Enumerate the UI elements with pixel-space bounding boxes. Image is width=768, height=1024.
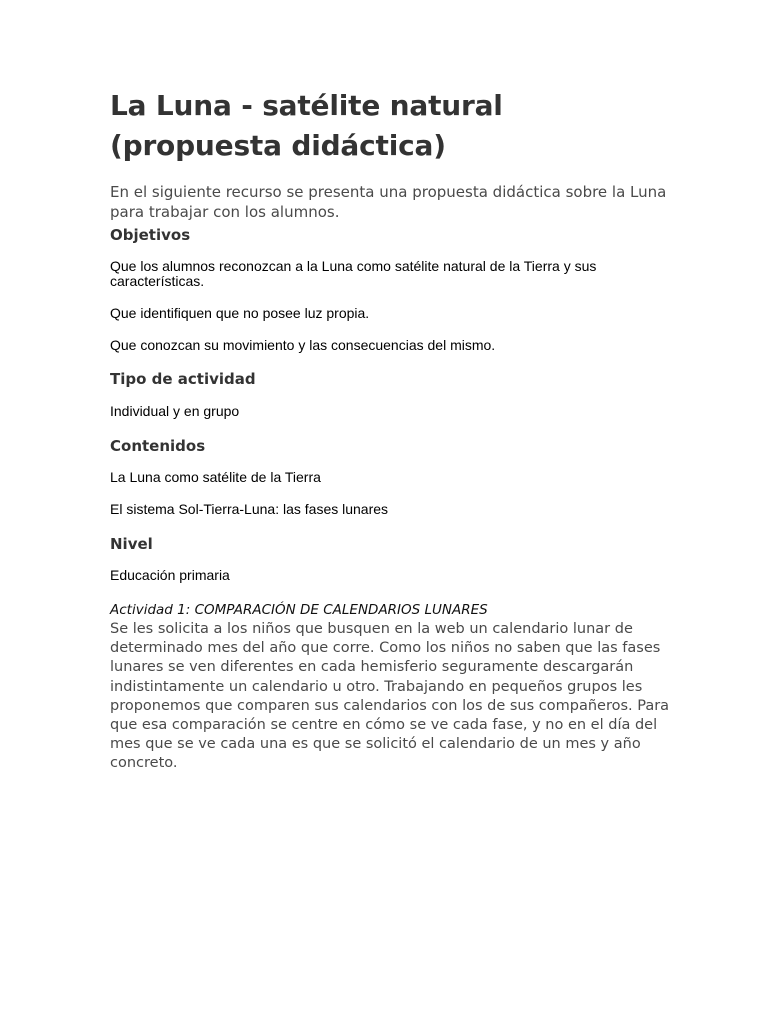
objetivo-item: Que conozcan su movimiento y las consecuencias del mismo. bbox=[110, 337, 496, 353]
actividad-1-body: Se les solicita a los niños que busquen en la web un calendario lunar de determinado mes del año que corre. Como los niños no saben que las fases lunares se ven diferentes en cada hemisferio seguramente descargarán indistintamente un calendario u otro. Trabajando en pequeños grupos les proponemos que comparen sus calendarios con los de sus compañeros. Para que esa comparación se centre en cómo se ve cada fase, y no en el día del mes que se ve cada una es que se solicitó el calendario de un mes y año concreto. bbox=[110, 621, 670, 772]
heading-nivel: Nivel bbox=[110, 535, 153, 553]
page-title: La Luna - satélite natural (propuesta didáctica) bbox=[110, 89, 503, 162]
actividad-1-title: Actividad 1: COMPARACIÓN DE CALENDARIOS LUNARES bbox=[110, 602, 488, 618]
contenido-item: El sistema Sol-Tierra-Luna: las fases lunares bbox=[110, 501, 389, 517]
objetivo-item: Que identifiquen que no posee luz propia. bbox=[110, 305, 370, 321]
heading-objetivos: Objetivos bbox=[110, 226, 191, 244]
tipo-actividad-text: Individual y en grupo bbox=[110, 403, 240, 419]
nivel-text: Educación primaria bbox=[110, 567, 230, 583]
intro-paragraph: En el siguiente recurso se presenta una propuesta didáctica sobre la Luna para trabajar con los alumnos. bbox=[110, 183, 667, 221]
objetivo-item: Que los alumnos reconozcan a la Luna como satélite natural de la Tierra y sus características. bbox=[110, 258, 597, 289]
document-page bbox=[110, 86, 670, 774]
heading-tipo-de-actividad: Tipo de actividad bbox=[110, 370, 256, 388]
heading-contenidos: Contenidos bbox=[110, 437, 206, 455]
contenido-item: La Luna como satélite de la Tierra bbox=[110, 469, 321, 485]
